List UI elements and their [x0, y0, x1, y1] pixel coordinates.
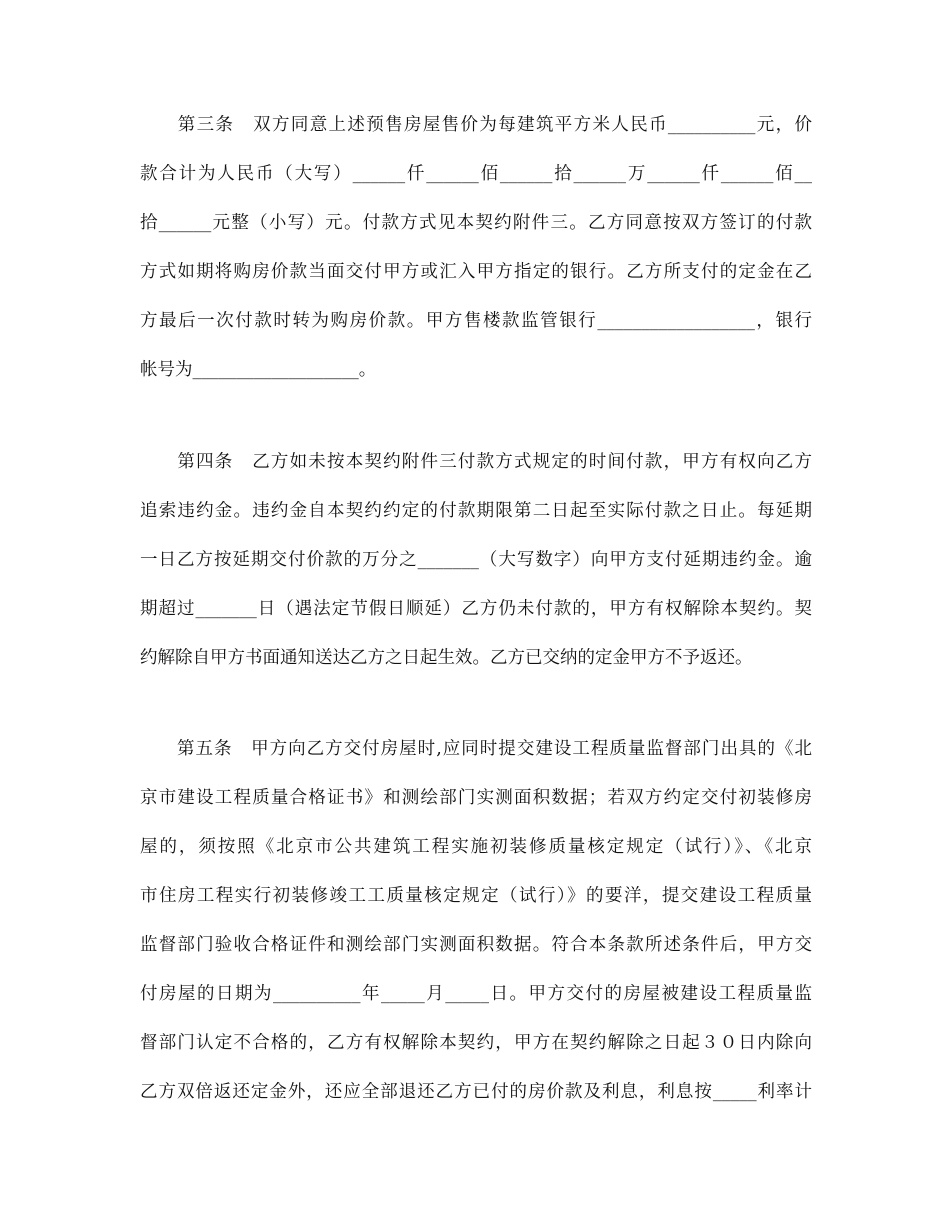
article-3-line-4: 方式如期将购房价款当面交付甲方或汇入甲方指定的银行。乙方所支付的定金在乙: [140, 262, 812, 282]
article-3-line-5: 方最后一次付款时转为购房价款。甲方售楼款监管银行__________________，银行: [140, 311, 812, 331]
article-4-line-3: 一日乙方按延期交付价款的万分之_______（大写数字）向甲方支付延期违约金。逾: [140, 550, 812, 570]
article-4-line-2: 追索违约金。违约金自本契约约定的付款期限第二日起至实际付款之日止。每延期: [140, 501, 812, 521]
article-5-line-6: 付房屋的日期为__________年_____月_____日。甲方交付的房屋被建设工程质量监: [140, 984, 812, 1004]
article-3-line-2: 款合计为人民币（大写）______仟______佰______拾______万______仟______佰__: [140, 164, 812, 184]
article-4-line-5: 约解除自甲方书面通知送达乙方之日起生效。乙方已交纳的定金甲方不予返还。: [140, 648, 753, 668]
article-3-line-1: 第三条 双方同意上述预售房屋售价为每建筑平方米人民币__________元，价: [140, 115, 812, 135]
article-5-line-1: 第五条 甲方向乙方交付房屋时,应同时提交建设工程质量监督部门出具的《北: [140, 739, 812, 759]
article-5-line-8: 乙方双倍返还定金外，还应全部退还乙方已付的房价款及利息，利息按_____利率计: [140, 1082, 812, 1102]
article-4: [140, 438, 812, 683]
article-5-line-7: 督部门认定不合格的，乙方有权解除本契约，甲方在契约解除之日起３０日内除向: [140, 1033, 812, 1053]
article-4-line-4: 期超过_______日（遇法定节假日顺延）乙方仍未付款的，甲方有权解除本契约。契: [140, 599, 812, 619]
article-5-line-4: 市住房工程实行初装修竣工工质量核定规定（试行）》的要洋，提交建设工程质量: [140, 886, 812, 906]
article-3-line-6: 帐号为___________________。: [140, 360, 377, 380]
article-5-line-3: 屋的，须按照《北京市公共建筑工程实施初装修质量核定规定（试行）》、《北京: [140, 837, 812, 857]
article-5-line-2: 京市建设工程质量合格证书》和测绘部门实测面积数据；若双方约定交付初装修房: [140, 788, 812, 808]
article-5: [140, 725, 812, 1117]
article-4-line-1: 第四条 乙方如未按本契约附件三付款方式规定的时间付款，甲方有权向乙方: [140, 452, 812, 472]
article-5-line-5: 监督部门验收合格证件和测绘部门实测面积数据。符合本条款所述条件后，甲方交: [140, 935, 812, 955]
article-3-line-3: 拾______元整（小写）元。付款方式见本契约附件三。乙方同意按双方签订的付款: [140, 213, 812, 233]
article-3: [140, 101, 812, 395]
